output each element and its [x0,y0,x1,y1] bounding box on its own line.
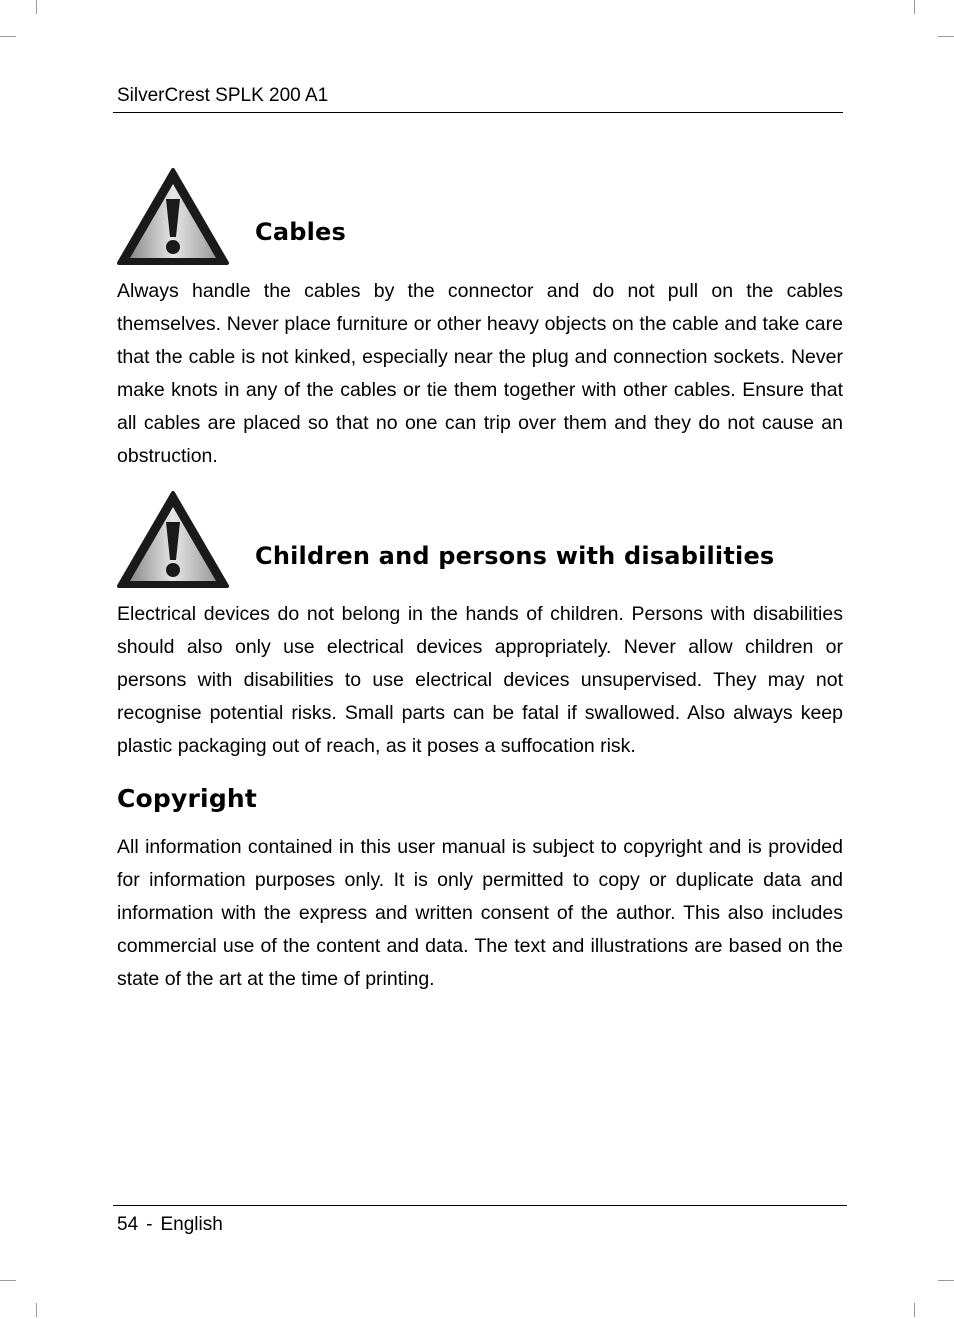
document-title: SilverCrest SPLK 200 A1 [117,85,329,106]
page-footer [117,1213,223,1237]
section-heading-children: Children and persons with disabilities [255,542,775,570]
footer-language: English [160,1214,223,1235]
page-number: 54 [117,1214,139,1235]
footer-divider [113,1205,847,1206]
crop-mark [938,1280,954,1281]
crop-mark [914,1303,915,1317]
footer-separator: - [146,1214,153,1235]
warning-triangle-icon [116,167,230,267]
section-body-cables: Always handle the cables by the connector and do not pull on the cables themselves. Never place furniture or other heavy objects on the cable and take care that the cable is not kinked, especially near the plug and connection sockets. Never make knots in any of the cables or tie them together with other cables. Ensure that all cables are placed so that no one can trip over them and they do not cause an obstruction. [117,280,843,467]
crop-mark [0,36,16,37]
warning-triangle-icon [116,490,230,590]
section-body-copyright: All information contained in this user manual is subject to copyright and is provided for information purposes only. It is only permitted to copy or duplicate data and information with the express and written consent of the author. This also includes commercial use of the content and data. The text and illustrations are based on the state of the art at the time of printing. [117,836,843,990]
crop-mark [938,36,954,37]
section-body-children: Electrical devices do not belong in the hands of children. Persons with disabilities should also only use electrical devices appropriately. Never allow children or persons with disabilities to use electrical devices unsupervised. They may not recognise potential risks. Small parts can be fatal if swallowed. Also always keep plastic packaging out of reach, as it poses a suffocation risk. [117,603,843,757]
header-divider [113,112,843,113]
crop-mark [36,0,37,14]
section-heading-copyright: Copyright [117,784,258,813]
crop-mark [36,1303,37,1317]
crop-mark [0,1280,16,1281]
section-heading-cables: Cables [255,218,346,246]
crop-mark [914,0,915,14]
